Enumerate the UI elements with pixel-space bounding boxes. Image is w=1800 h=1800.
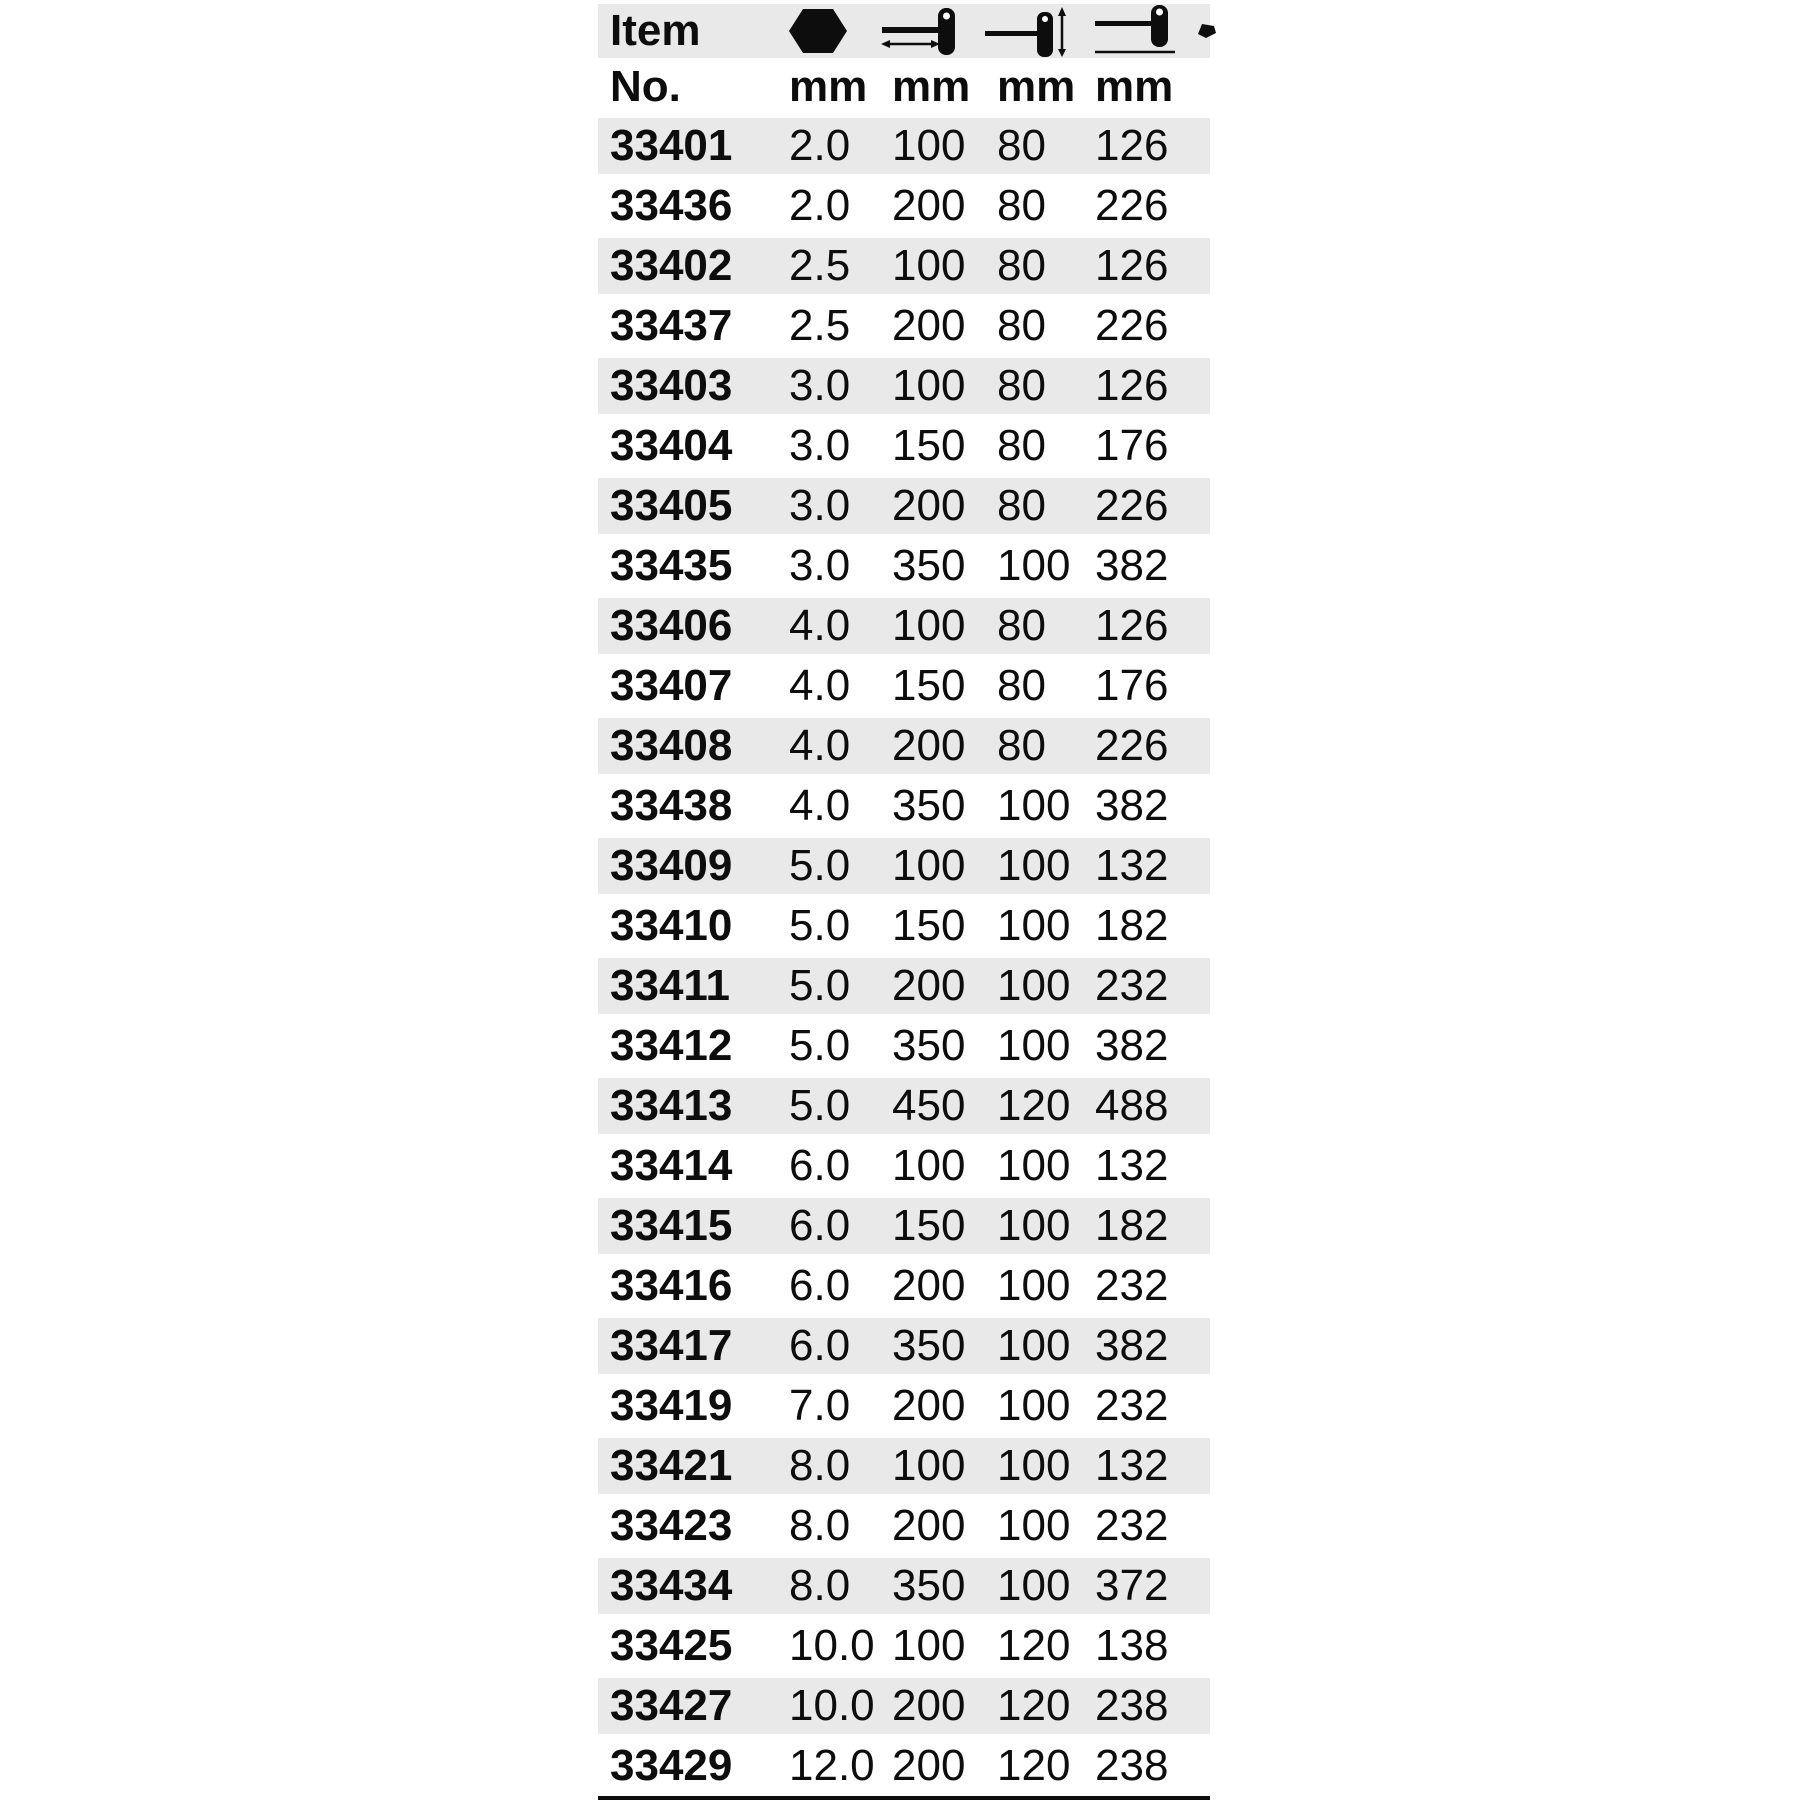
hex-unit-label: mm [789, 62, 868, 111]
hex-size-cell: 4.0 [789, 721, 851, 770]
item-no-cell: 33407 [610, 661, 733, 710]
handle-length-cell: 100 [997, 1261, 1071, 1310]
handle-length-cell: 120 [997, 1081, 1071, 1130]
table-row [598, 1256, 1210, 1316]
hex-size-cell: 4.0 [789, 661, 851, 710]
hex-size-cell: 2.0 [789, 181, 851, 230]
item-no-cell: 33413 [610, 1081, 733, 1130]
blade-length-cell: 100 [892, 241, 966, 290]
item-no-cell: 33412 [610, 1021, 733, 1070]
overall-length-cell: 182 [1095, 1201, 1169, 1250]
item-no-cell: 33434 [610, 1561, 733, 1610]
overall-length-cell: 132 [1095, 1441, 1169, 1490]
table-row [598, 1136, 1210, 1196]
table-header-units-row [598, 58, 1210, 116]
handle-unit-label: mm [997, 62, 1076, 111]
blade-length-cell: 150 [892, 901, 966, 950]
handle-length-cell: 80 [997, 601, 1046, 650]
hex-size-cell: 3.0 [789, 421, 851, 470]
blade-length-cell: 100 [892, 1141, 966, 1190]
handle-length-cell: 100 [997, 1561, 1071, 1610]
item-no-cell: 33438 [610, 781, 733, 830]
handle-length-cell: 80 [997, 481, 1046, 530]
handle-length-cell: 100 [997, 1381, 1071, 1430]
table-row [598, 476, 1210, 536]
overall-length-cell: 382 [1095, 1021, 1169, 1070]
table-row [598, 296, 1210, 356]
table-row [598, 1676, 1210, 1736]
hex-size-cell: 10.0 [789, 1621, 875, 1670]
table-bottom-rule [598, 1796, 1210, 1800]
handle-length-cell: 100 [997, 841, 1071, 890]
handle-length-cell: 100 [997, 1501, 1071, 1550]
handle-length-cell: 120 [997, 1621, 1071, 1670]
no-header-label: No. [610, 62, 681, 111]
blade-length-cell: 200 [892, 1681, 966, 1730]
hex-size-cell: 2.0 [789, 121, 851, 170]
hex-size-cell: 3.0 [789, 541, 851, 590]
overall-length-cell: 238 [1095, 1741, 1169, 1790]
handle-length-cell: 100 [997, 1021, 1071, 1070]
table-row [598, 116, 1210, 176]
handle-length-cell: 80 [997, 121, 1046, 170]
overall-length-icon [1095, 5, 1179, 57]
overall-length-cell: 226 [1095, 481, 1169, 530]
blade-length-cell: 200 [892, 1381, 966, 1430]
hex-size-cell: 6.0 [789, 1261, 851, 1310]
handle-length-cell: 80 [997, 241, 1046, 290]
blade-length-cell: 100 [892, 1621, 966, 1670]
blade-length-cell: 200 [892, 181, 966, 230]
overall-length-cell: 238 [1095, 1681, 1169, 1730]
item-no-cell: 33405 [610, 481, 733, 530]
blade-length-cell: 350 [892, 1021, 966, 1070]
hex-size-cell: 6.0 [789, 1201, 851, 1250]
overall-length-cell: 232 [1095, 961, 1169, 1010]
table-row [598, 1736, 1210, 1796]
blade-length-cell: 100 [892, 601, 966, 650]
overall-length-cell: 126 [1095, 361, 1169, 410]
overall-length-cell: 126 [1095, 241, 1169, 290]
overall-length-cell: 382 [1095, 1321, 1169, 1370]
blade-length-cell: 350 [892, 541, 966, 590]
handle-length-cell: 120 [997, 1681, 1071, 1730]
handle-length-cell: 100 [997, 1441, 1071, 1490]
overall-length-cell: 132 [1095, 1141, 1169, 1190]
overall-length-cell: 488 [1095, 1081, 1169, 1130]
hex-size-cell: 7.0 [789, 1381, 851, 1430]
overall-length-cell: 382 [1095, 541, 1169, 590]
cropped-fifth-column-icon [1196, 24, 1216, 42]
hex-size-cell: 8.0 [789, 1501, 851, 1550]
handle-length-cell: 100 [997, 1321, 1071, 1370]
handle-length-cell: 100 [997, 901, 1071, 950]
blade-length-cell: 100 [892, 1441, 966, 1490]
handle-length-cell: 120 [997, 1741, 1071, 1790]
overall-unit-label: mm [1095, 62, 1174, 111]
table-row [598, 236, 1210, 296]
overall-length-cell: 226 [1095, 181, 1169, 230]
overall-length-cell: 126 [1095, 601, 1169, 650]
hex-size-cell: 4.0 [789, 601, 851, 650]
item-no-cell: 33436 [610, 181, 733, 230]
table-header-icons-row [598, 4, 1210, 58]
table-row [598, 176, 1210, 236]
hex-size-cell: 6.0 [789, 1321, 851, 1370]
hex-size-cell: 8.0 [789, 1561, 851, 1610]
table-row [598, 776, 1210, 836]
blade-length-cell: 450 [892, 1081, 966, 1130]
blade-length-cell: 350 [892, 1561, 966, 1610]
table-row [598, 1016, 1210, 1076]
hex-size-cell: 3.0 [789, 481, 851, 530]
item-no-cell: 33403 [610, 361, 733, 410]
hex-size-cell: 2.5 [789, 241, 851, 290]
table-row [598, 356, 1210, 416]
blade-length-cell: 100 [892, 121, 966, 170]
item-no-cell: 33411 [610, 961, 730, 1010]
product-spec-table [598, 4, 1210, 1800]
hex-size-cell: 5.0 [789, 1081, 851, 1130]
hex-size-cell: 5.0 [789, 961, 851, 1010]
blade-length-cell: 150 [892, 1201, 966, 1250]
overall-length-cell: 226 [1095, 721, 1169, 770]
blade-length-cell: 200 [892, 961, 966, 1010]
table-row [598, 1436, 1210, 1496]
blade-length-cell: 350 [892, 781, 966, 830]
overall-length-cell: 232 [1095, 1381, 1169, 1430]
table-row [598, 1556, 1210, 1616]
overall-length-cell: 226 [1095, 301, 1169, 350]
table-row [598, 836, 1210, 896]
item-no-cell: 33427 [610, 1681, 733, 1730]
item-no-cell: 33417 [610, 1321, 733, 1370]
overall-length-cell: 232 [1095, 1501, 1169, 1550]
blade-length-cell: 150 [892, 661, 966, 710]
hex-size-cell: 3.0 [789, 361, 851, 410]
item-no-cell: 33406 [610, 601, 733, 650]
blade-length-cell: 200 [892, 1741, 966, 1790]
table-row [598, 1496, 1210, 1556]
table-row [598, 1376, 1210, 1436]
handle-length-cell: 100 [997, 781, 1071, 830]
item-no-cell: 33437 [610, 301, 733, 350]
handle-length-cell: 80 [997, 361, 1046, 410]
hex-size-cell: 12.0 [789, 1741, 875, 1790]
overall-length-cell: 182 [1095, 901, 1169, 950]
item-no-cell: 33404 [610, 421, 733, 470]
blade-length-cell: 200 [892, 1501, 966, 1550]
item-no-cell: 33429 [610, 1741, 733, 1790]
item-no-cell: 33423 [610, 1501, 733, 1550]
item-no-cell: 33402 [610, 241, 733, 290]
hex-size-cell: 10.0 [789, 1681, 875, 1730]
blade-length-cell: 200 [892, 301, 966, 350]
handle-length-cell: 80 [997, 721, 1046, 770]
table-row [598, 536, 1210, 596]
table-row [598, 596, 1210, 656]
item-no-cell: 33425 [610, 1621, 733, 1670]
hex-size-cell: 5.0 [789, 901, 851, 950]
table-row [598, 896, 1210, 956]
handle-length-cell: 80 [997, 661, 1046, 710]
handle-length-cell: 100 [997, 1201, 1071, 1250]
table-row [598, 416, 1210, 476]
blade-unit-label: mm [892, 62, 971, 111]
item-no-cell: 33416 [610, 1261, 733, 1310]
overall-length-cell: 232 [1095, 1261, 1169, 1310]
blade-length-cell: 200 [892, 481, 966, 530]
table-row [598, 956, 1210, 1016]
handle-length-icon [985, 5, 1069, 57]
table-row [598, 716, 1210, 776]
handle-length-cell: 80 [997, 421, 1046, 470]
table-row [598, 1616, 1210, 1676]
blade-length-icon [880, 5, 962, 57]
blade-length-cell: 100 [892, 841, 966, 890]
hex-size-cell: 5.0 [789, 1021, 851, 1070]
overall-length-cell: 176 [1095, 661, 1169, 710]
handle-length-cell: 80 [997, 181, 1046, 230]
overall-length-cell: 382 [1095, 781, 1169, 830]
hex-size-cell: 2.5 [789, 301, 851, 350]
handle-length-cell: 100 [997, 1141, 1071, 1190]
item-no-cell: 33435 [610, 541, 733, 590]
blade-length-cell: 150 [892, 421, 966, 470]
item-no-cell: 33421 [610, 1441, 733, 1490]
table-row [598, 1316, 1210, 1376]
overall-length-cell: 176 [1095, 421, 1169, 470]
overall-length-cell: 372 [1095, 1561, 1169, 1610]
table-body [598, 116, 1210, 1796]
item-no-cell: 33410 [610, 901, 733, 950]
table-row [598, 656, 1210, 716]
overall-length-cell: 126 [1095, 121, 1169, 170]
overall-length-cell: 138 [1095, 1621, 1169, 1670]
item-no-cell: 33409 [610, 841, 733, 890]
blade-length-cell: 350 [892, 1321, 966, 1370]
hex-size-cell: 5.0 [789, 841, 851, 890]
table-row [598, 1196, 1210, 1256]
item-no-cell: 33414 [610, 1141, 733, 1190]
hex-size-icon [789, 8, 847, 54]
handle-length-cell: 100 [997, 961, 1071, 1010]
handle-length-cell: 80 [997, 301, 1046, 350]
blade-length-cell: 200 [892, 721, 966, 770]
item-no-cell: 33408 [610, 721, 733, 770]
item-header-label: Item [610, 6, 701, 55]
hex-size-cell: 6.0 [789, 1141, 851, 1190]
table-row [598, 1076, 1210, 1136]
hex-size-cell: 4.0 [789, 781, 851, 830]
item-no-cell: 33401 [610, 121, 733, 170]
handle-length-cell: 100 [997, 541, 1071, 590]
item-no-cell: 33419 [610, 1381, 733, 1430]
hex-size-cell: 8.0 [789, 1441, 851, 1490]
blade-length-cell: 100 [892, 361, 966, 410]
item-no-cell: 33415 [610, 1201, 733, 1250]
overall-length-cell: 132 [1095, 841, 1169, 890]
blade-length-cell: 200 [892, 1261, 966, 1310]
